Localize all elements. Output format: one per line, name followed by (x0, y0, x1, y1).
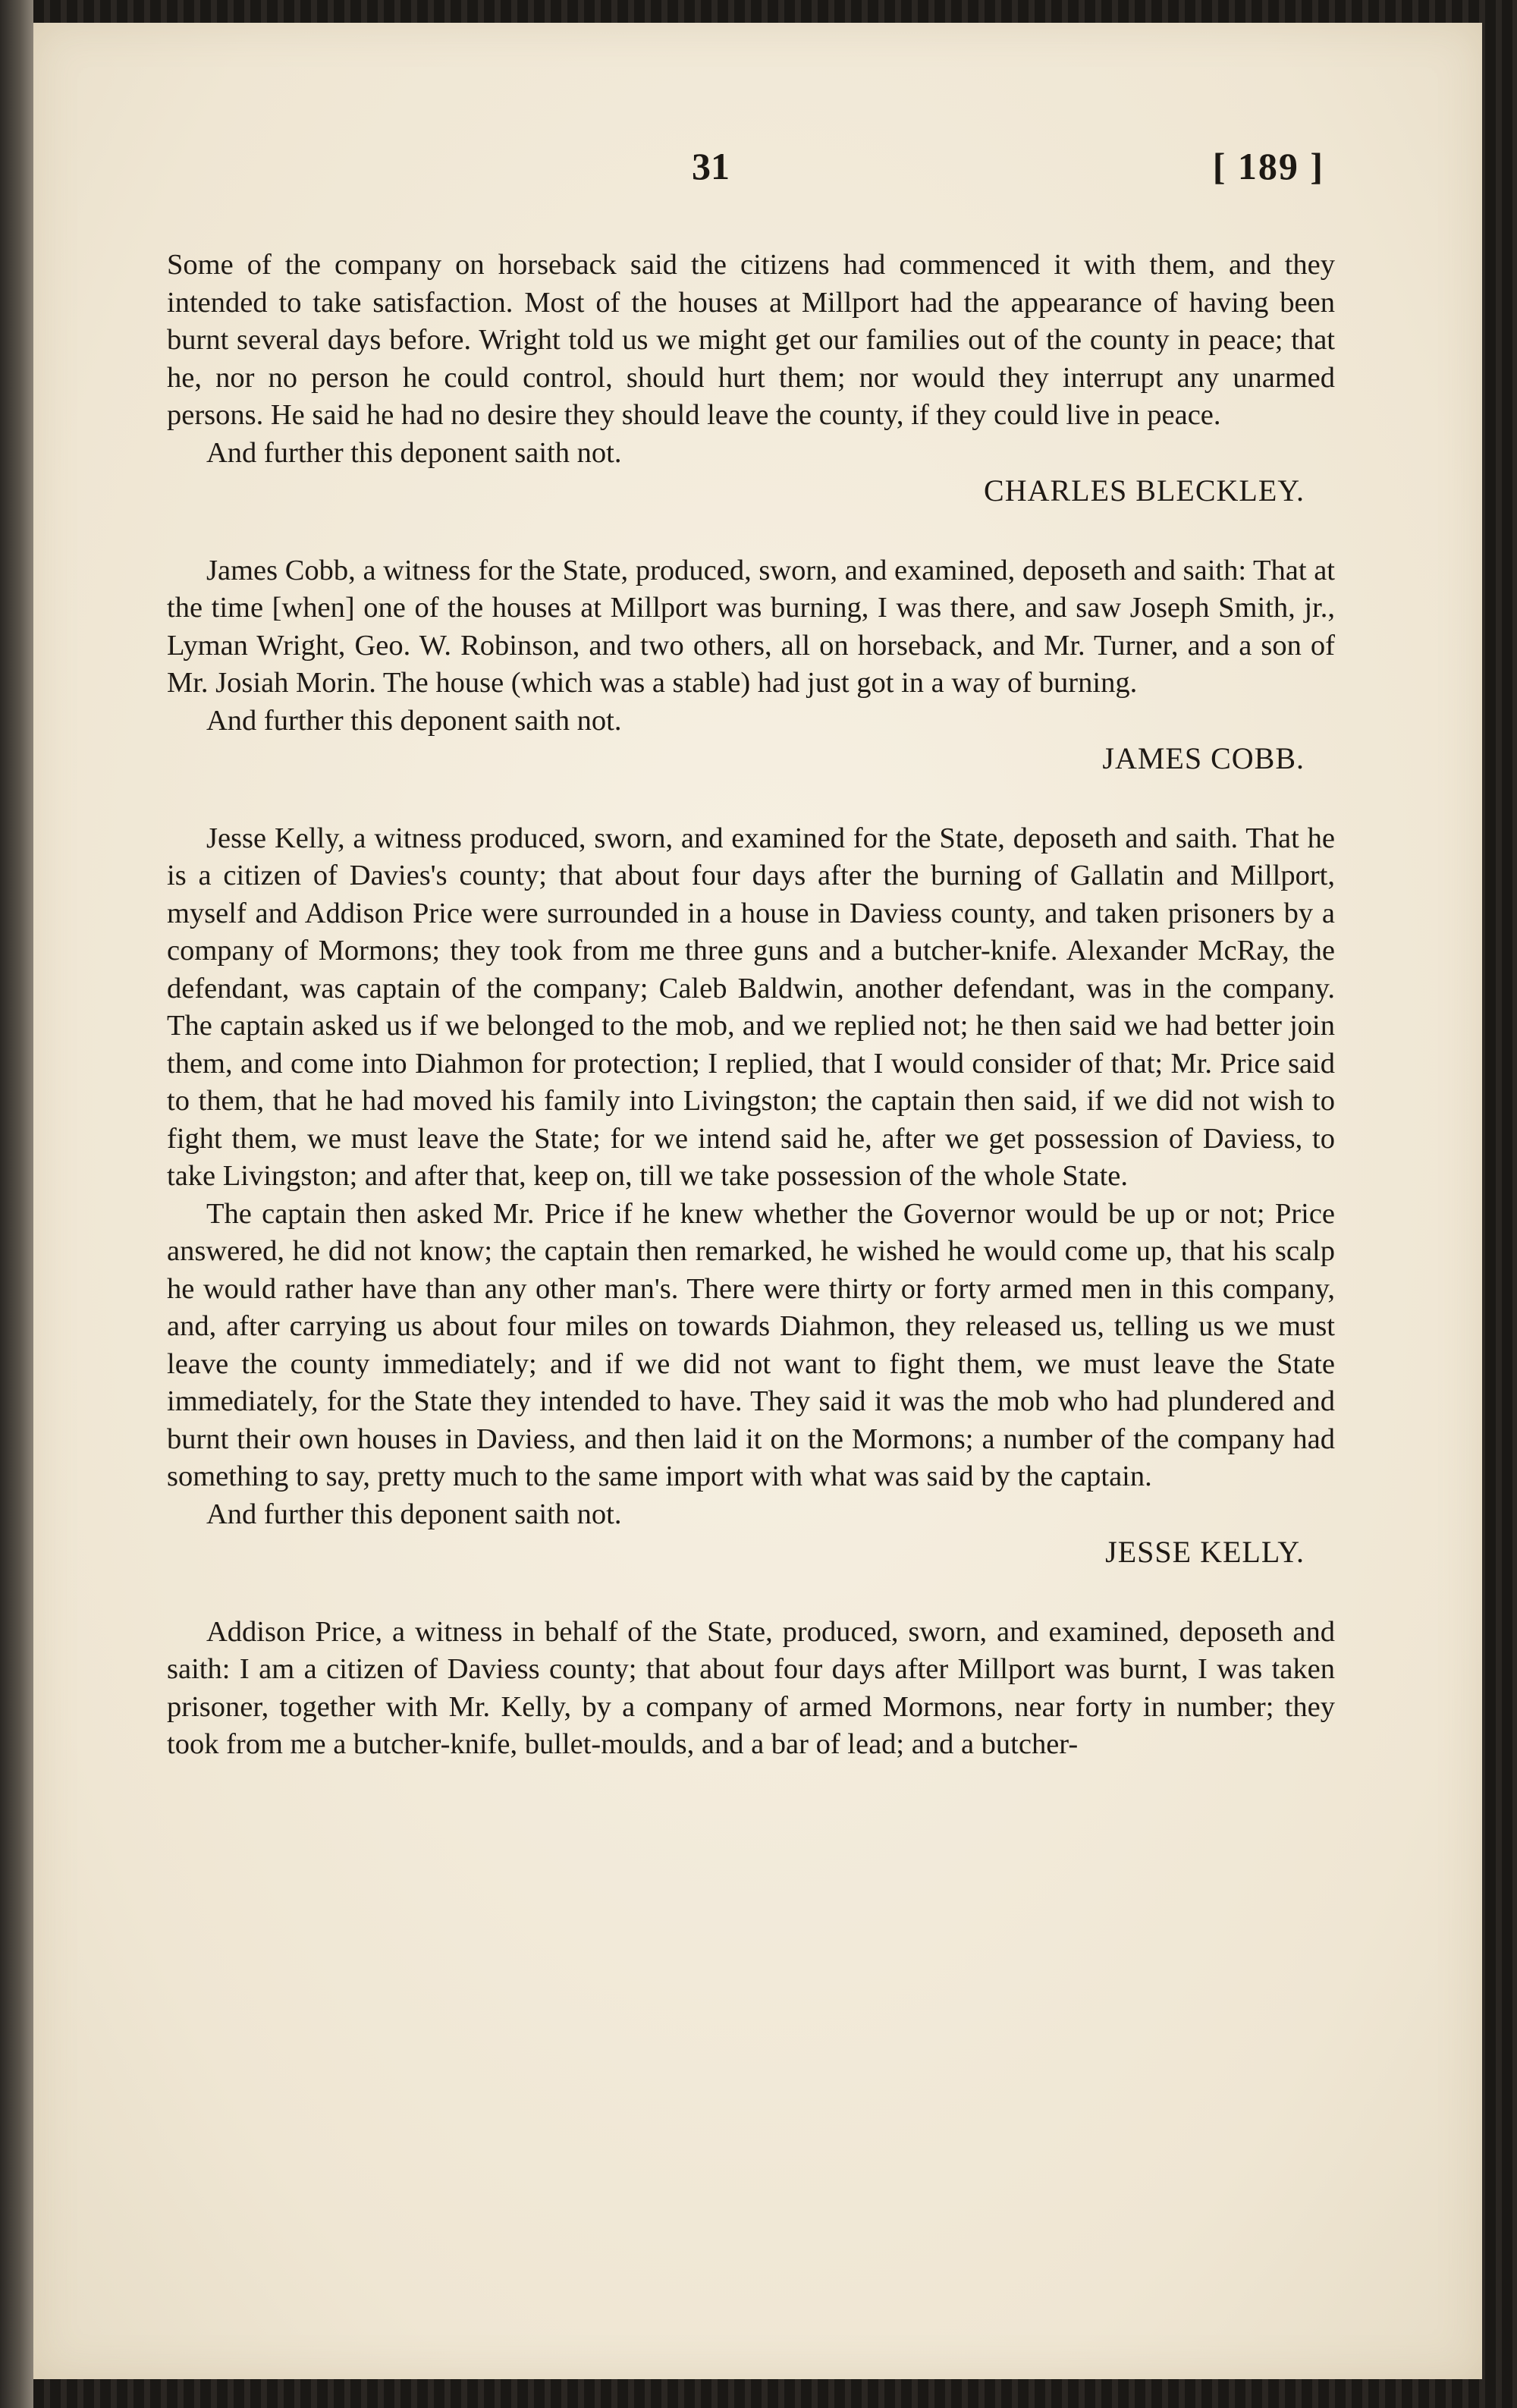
deposition-charles-bleckley (167, 247, 1335, 510)
closing-statement: And further this deponent saith not. (206, 704, 622, 737)
page-number: 31 (692, 145, 730, 187)
closing-statement: And further this deponent saith not. (206, 436, 622, 469)
deponent-signature: JAMES COBB. (1102, 741, 1305, 775)
closing-statement: And further this deponent saith not. (206, 1498, 622, 1530)
paragraph: Jesse Kelly, a witness produced, sworn, and examined for the State, deposeth and saith. That he is a citizen of Davies's county; that about four days after the burning of Gallatin and Millport, myself and Addison Price were surrounded in a house in Daviess county, and taken prisoners by a company of Mormons; they took from me three guns and a butcher-knife. Alexander McRay, the defendant, was captain of the company; Caleb Baldwin, another defendant, was in the company. The captain asked us if we belonged to the mob, and we replied not; he then said we had better join them, and come into Diahmon for protection; I replied, that I would consider of that; Mr. Price said to them, that he had moved his family into Livingston; the captain then said, if we did not wish to fight them, we must leave the State; for we intend said he, after we get possession of Daviess, to take Livingston; and after that, keep on, till we take possession of the whole State. (167, 822, 1335, 1192)
document-page (33, 23, 1482, 2379)
running-header (33, 144, 1482, 205)
book-binding-edge (0, 0, 33, 2408)
deposition-addison-price (167, 1614, 1335, 1764)
deposition-james-cobb (167, 552, 1335, 778)
deponent-signature: CHARLES BLECKLEY. (984, 473, 1305, 508)
paragraph: Addison Price, a witness in behalf of the State, produced, sworn, and examined, deposeth and saith: I am a citizen of Daviess county; that about four days after Millport was burnt, I was taken prisoner, together with Mr. Kelly, by a company of armed Mormons, near forty in number; they took from me a butcher-knife, bullet-moulds, and a bar of lead; and a butcher- (167, 1615, 1335, 1760)
paragraph: James Cobb, a witness for the State, produced, sworn, and examined, deposeth and saith: That at the time [when] one of the houses at Millport was burning, I was there, and saw Joseph Smith, jr., Lyman Wright, Geo. W. Robinson, and two others, all on horseback, and Mr. Turner, and a son of Mr. Josiah Morin. The house (which was a stable) had just got in a way of burning. (167, 554, 1335, 699)
paragraph: Some of the company on horseback said the citizens had commenced it with them, and they intended to take satisfaction. Most of the houses at Millport had the appearance of having been burnt several days before. Wright told us we might get our families out of the county in peace; that he, nor no person he could control, should hurt them; nor would they interrupt any unarmed persons. He said he had no desire they should leave the county, if they could live in peace. (167, 249, 1335, 431)
paragraph: The captain then asked Mr. Price if he knew whether the Governor would be up or not; Price answered, he did not know; the captain then remarked, he wished he would come up, that his scalp he would rather have than any other man's. There were thirty or forty armed men in this company, and, after carrying us about four miles on towards Diahmon, they released us, telling us we must leave the county immediately; and if we did not want to fight them, we must leave the State immediately, for the State they intended to have. They said it was the mob who had plundered and burnt their own houses in Daviess, and then laid it on the Mormons; a number of the company had something to say, pretty much to the same import with what was said by the captain. (167, 1197, 1335, 1492)
deposition-jesse-kelly (167, 820, 1335, 1571)
deponent-signature: JESSE KELLY. (1105, 1535, 1305, 1569)
document-number: [ 189 ] (1212, 145, 1324, 187)
page-body (167, 247, 1335, 1764)
